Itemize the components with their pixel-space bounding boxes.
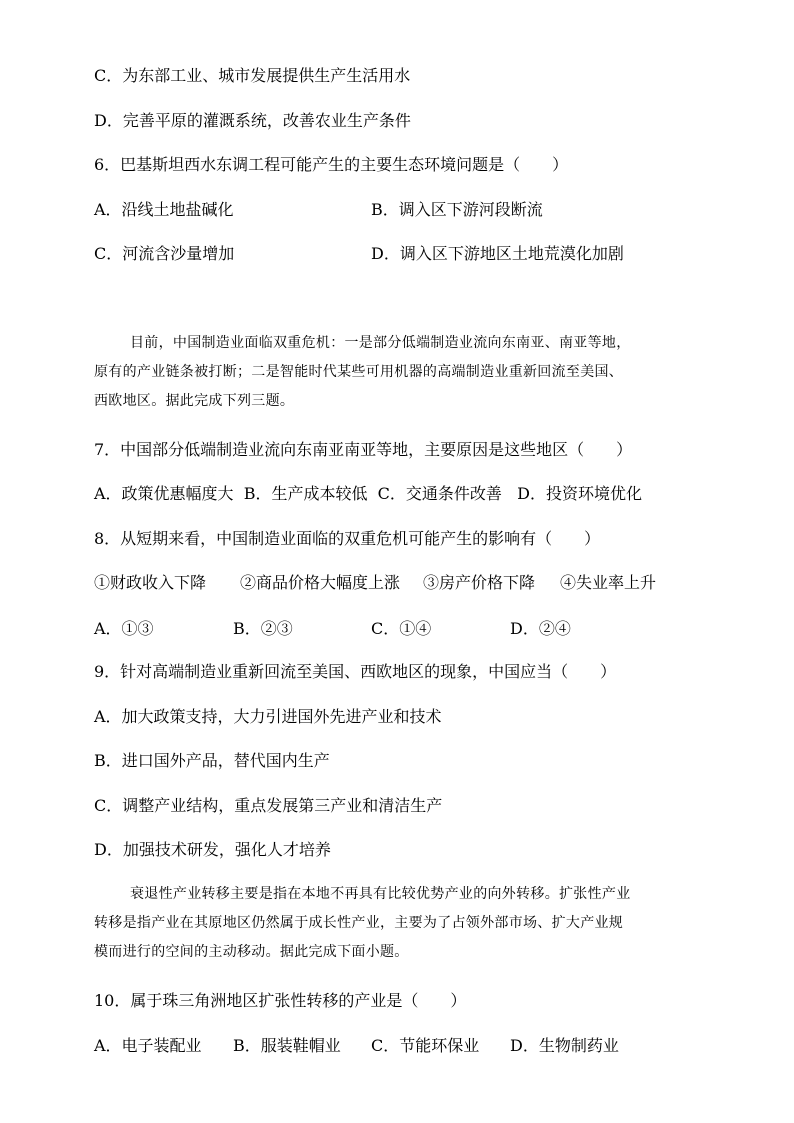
q7-stem: 7．中国部分低端制造业流向东南亚南亚等地，主要原因是这些地区（ ） xyxy=(94,440,633,459)
q8-option-b: B．②③ xyxy=(233,619,293,638)
reading-passage-1 xyxy=(94,329,694,416)
q7-options: A．政策优惠幅度大 B．生产成本较低 C．交通条件改善 D．投资环境优化 xyxy=(94,484,642,503)
passage-1-line-2: 原有的产业链条被打断；二是智能时代某些可用机器的高端制造业重新回流至美国、 xyxy=(94,364,624,380)
q10-option-d: D．生物制药业 xyxy=(510,1036,619,1055)
q10-option-a: A．电子装配业 xyxy=(94,1036,202,1055)
q8-item-2: ②商品价格大幅度上涨 xyxy=(240,573,401,592)
q6-option-b: B．调入区下游河段断流 xyxy=(371,200,543,219)
q10-option-b: B．服装鞋帽业 xyxy=(233,1036,341,1055)
q5-option-c: C．为东部工业、城市发展提供生产生活用水 xyxy=(94,66,411,85)
q8-option-a: A．①③ xyxy=(94,619,154,638)
passage-1-line-3: 西欧地区。据此完成下列三题。 xyxy=(94,393,295,409)
q5-option-d: D．完善平原的灌溉系统，改善农业生产条件 xyxy=(94,111,411,130)
q9-stem: 9．针对高端制造业重新回流至美国、西欧地区的现象，中国应当（ ） xyxy=(94,662,617,681)
q8-item-4: ④失业率上升 xyxy=(560,573,657,592)
passage-2-line-3: 模而进行的空间的主动移动。据此完成下面小题。 xyxy=(94,944,409,960)
q9-option-a: A．加大政策支持，大力引进国外先进产业和技术 xyxy=(94,707,442,726)
q9-option-b: B．进口国外产品，替代国内生产 xyxy=(94,751,330,770)
passage-1-line-1: 目前，中国制造业面临双重危机：一是部分低端制造业流向东南亚、南亚等地， xyxy=(130,335,631,351)
q6-stem: 6．巴基斯坦西水东调工程可能产生的主要生态环境问题是（ ） xyxy=(94,155,569,174)
q8-option-c: C．①④ xyxy=(371,619,432,638)
q9-option-c: C．调整产业结构，重点发展第三产业和清洁生产 xyxy=(94,796,443,815)
q8-item-1: ①财政收入下降 xyxy=(94,573,207,592)
passage-2-line-2: 转移是指产业在其原地区仍然属于成长性产业，主要为了占领外部市场、扩大产业规 xyxy=(94,915,624,931)
q8-item-3: ③房产价格下降 xyxy=(423,573,536,592)
passage-2-line-1: 衰退性产业转移主要是指在本地不再具有比较优势产业的向外转移。扩张性产业 xyxy=(130,886,631,902)
q6-option-d: D．调入区下游地区土地荒漠化加剧 xyxy=(371,244,624,263)
q8-option-d: D．②④ xyxy=(510,619,571,638)
reading-passage-2 xyxy=(94,880,694,967)
q10-option-c: C．节能环保业 xyxy=(371,1036,480,1055)
q10-stem: 10．属于珠三角洲地区扩张性转移的产业是（ ） xyxy=(94,991,467,1010)
q6-option-c: C．河流含沙量增加 xyxy=(94,244,235,263)
q8-stem: 8．从短期来看，中国制造业面临的双重危机可能产生的影响有（ ） xyxy=(94,529,601,548)
q6-option-a: A．沿线土地盐碱化 xyxy=(94,200,234,219)
q9-option-d: D．加强技术研发，强化人才培养 xyxy=(94,840,331,859)
